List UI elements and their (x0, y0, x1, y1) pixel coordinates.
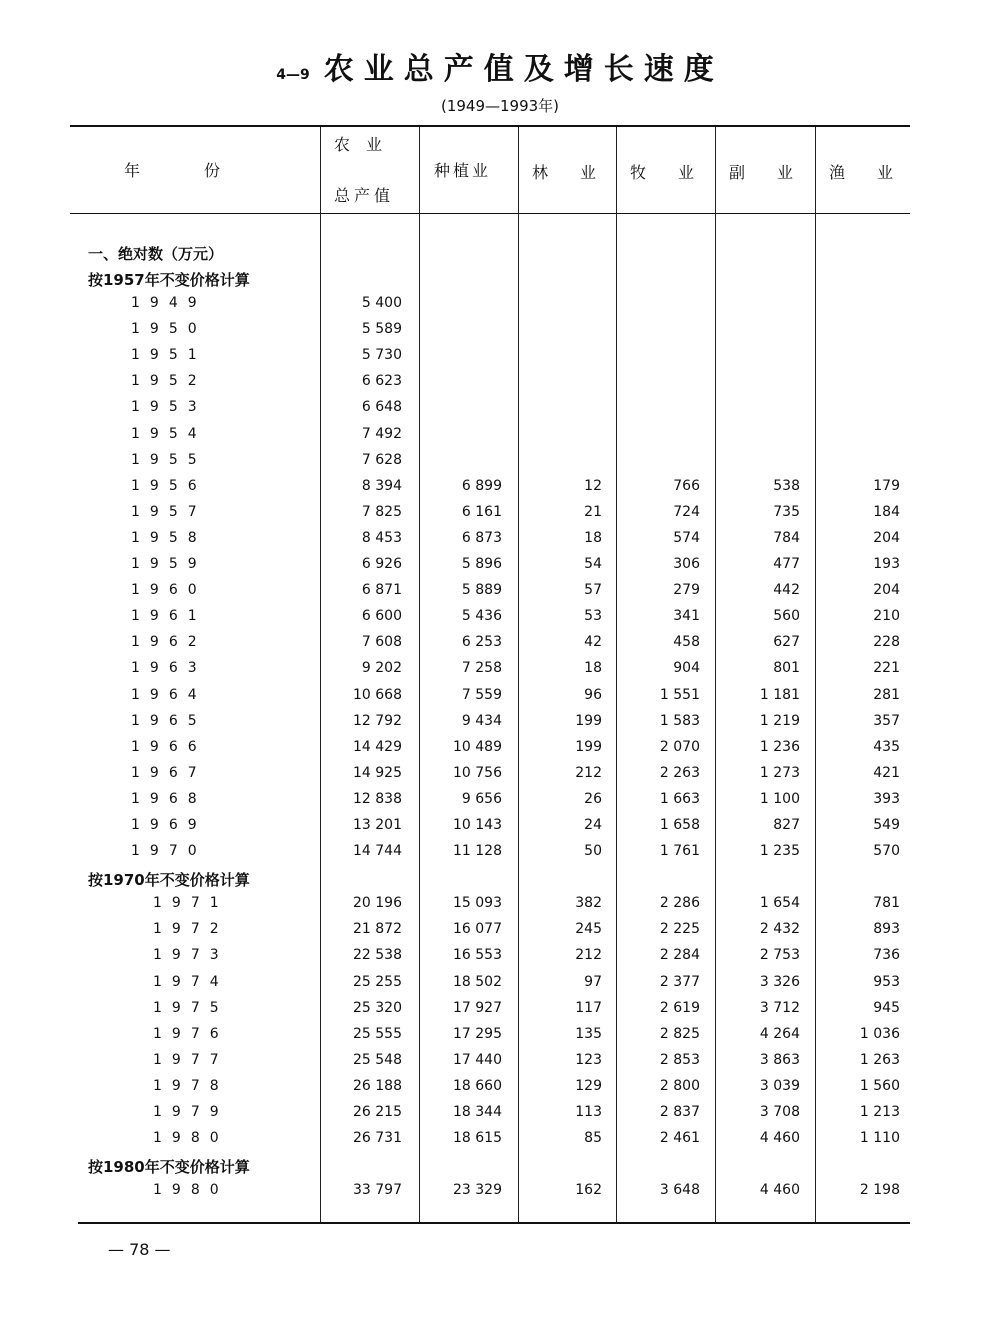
value-cell-fish: 945 (873, 999, 900, 1016)
value-cell-total: 6 926 (361, 556, 402, 572)
value-cell-animal: 306 (673, 556, 700, 572)
value-cell-crop: 18 344 (453, 1104, 502, 1120)
value-cell-total: 25 555 (353, 1025, 402, 1042)
table-row (0, 608, 1000, 634)
year-cell: 1964 (131, 686, 207, 703)
value-cell-forest: 54 (584, 556, 602, 572)
value-cell-forest: 199 (575, 738, 602, 755)
value-cell-sideline: 442 (773, 582, 800, 599)
value-cell-total: 7 608 (361, 634, 402, 651)
value-cell-fish: 1 213 (859, 1104, 900, 1120)
year-cell: 1975 (153, 999, 229, 1016)
year-cell: 1961 (131, 608, 207, 625)
year-cell: 1970 (131, 843, 207, 860)
value-cell-crop: 18 660 (453, 1077, 502, 1094)
table-row (0, 634, 1000, 660)
value-cell-total: 5 589 (361, 321, 402, 338)
section-absolute: 一、绝对数（万元） (88, 245, 224, 263)
value-cell-animal: 2 837 (659, 1104, 700, 1120)
value-cell-sideline: 2 432 (759, 921, 800, 938)
value-cell-total: 12 792 (353, 712, 402, 729)
value-cell-total: 14 744 (353, 843, 402, 860)
value-cell-animal: 2 377 (659, 973, 700, 990)
value-cell-fish: 781 (873, 895, 900, 912)
year-cell: 1974 (153, 973, 229, 990)
value-cell-sideline: 1 219 (759, 712, 800, 729)
value-cell-sideline: 1 273 (759, 764, 800, 781)
header-rule (70, 213, 910, 214)
value-cell-fish: 204 (873, 529, 900, 546)
value-cell-crop: 6 899 (461, 477, 502, 494)
value-cell-crop: 9 656 (461, 790, 502, 807)
value-cell-sideline: 4 460 (759, 1182, 800, 1199)
value-cell-total: 7 492 (361, 425, 402, 442)
year-cell: 1963 (131, 660, 207, 677)
table-row (0, 1026, 1000, 1052)
value-cell-animal: 1 663 (659, 790, 700, 807)
header-animal: 牧 业 (630, 163, 695, 182)
value-cell-total: 10 668 (353, 686, 402, 703)
value-cell-total: 25 255 (353, 973, 402, 990)
value-cell-sideline: 3 039 (759, 1077, 800, 1094)
value-cell-sideline: 1 100 (759, 790, 800, 807)
value-cell-total: 5 400 (361, 295, 402, 311)
value-cell-forest: 245 (575, 921, 602, 938)
value-cell-crop: 6 253 (461, 634, 502, 651)
header-forest: 林 业 (532, 163, 597, 182)
value-cell-forest: 18 (584, 660, 602, 677)
value-cell-animal: 3 648 (659, 1182, 700, 1199)
value-cell-forest: 117 (575, 999, 602, 1016)
bottom-rule (78, 1222, 910, 1224)
table-row (0, 739, 1000, 765)
value-cell-sideline: 801 (773, 660, 800, 677)
value-cell-animal: 341 (673, 608, 700, 625)
value-cell-fish: 1 560 (859, 1077, 900, 1094)
value-cell-total: 8 394 (361, 477, 402, 494)
value-cell-forest: 97 (584, 973, 602, 990)
value-cell-total: 9 202 (361, 660, 402, 677)
header-year: 年 份 (124, 161, 221, 180)
value-cell-sideline: 827 (773, 817, 800, 833)
value-cell-forest: 12 (584, 477, 602, 494)
value-cell-crop: 10 489 (453, 738, 502, 755)
value-cell-total: 26 731 (353, 1130, 402, 1147)
value-cell-fish: 736 (873, 947, 900, 964)
year-cell: 1965 (131, 712, 207, 729)
header-total-line2: 总产值 (334, 186, 395, 205)
table-row (0, 504, 1000, 530)
value-cell-animal: 724 (673, 503, 700, 520)
header-crop: 种植业 (434, 161, 492, 180)
value-cell-total: 25 548 (353, 1051, 402, 1068)
year-cell: 1951 (131, 347, 207, 364)
value-cell-total: 14 925 (353, 764, 402, 781)
header-total-line1: 农 业 (334, 135, 383, 154)
value-cell-fish: 570 (873, 843, 900, 860)
value-cell-total: 6 648 (361, 399, 402, 416)
value-cell-crop: 5 889 (461, 582, 502, 599)
year-cell: 1952 (131, 373, 207, 390)
year-cell: 1959 (131, 556, 207, 572)
value-cell-forest: 85 (584, 1130, 602, 1147)
table-row (0, 295, 1000, 321)
value-cell-animal: 2 461 (659, 1130, 700, 1147)
year-cell: 1969 (131, 817, 207, 833)
value-cell-sideline: 784 (773, 529, 800, 546)
year-cell: 1971 (153, 895, 229, 912)
year-cell: 1950 (131, 321, 207, 338)
value-cell-sideline: 3 326 (759, 973, 800, 990)
value-cell-forest: 21 (584, 503, 602, 520)
value-cell-forest: 212 (575, 947, 602, 964)
table-row (0, 426, 1000, 452)
year-cell: 1976 (153, 1025, 229, 1042)
value-cell-total: 25 320 (353, 999, 402, 1016)
value-cell-forest: 53 (584, 608, 602, 625)
value-cell-forest: 57 (584, 582, 602, 599)
table-row (0, 347, 1000, 373)
value-cell-total: 7 628 (361, 451, 402, 468)
year-cell: 1962 (131, 634, 207, 651)
table-row (0, 452, 1000, 478)
value-cell-crop: 6 161 (461, 503, 502, 520)
table-row (0, 478, 1000, 504)
value-cell-fish: 1 110 (859, 1130, 900, 1147)
value-cell-total: 26 188 (353, 1077, 402, 1094)
value-cell-sideline: 538 (773, 477, 800, 494)
group-label: 按1970年不变价格计算 (88, 871, 250, 890)
value-cell-fish: 1 263 (859, 1051, 900, 1068)
value-cell-animal: 1 551 (659, 686, 700, 703)
value-cell-total: 6 871 (361, 582, 402, 599)
value-cell-forest: 162 (575, 1182, 602, 1199)
value-cell-crop: 11 128 (453, 843, 502, 860)
value-cell-sideline: 3 863 (759, 1051, 800, 1068)
value-cell-animal: 766 (673, 477, 700, 494)
value-cell-crop: 10 143 (453, 817, 502, 833)
table-row (0, 321, 1000, 347)
value-cell-total: 22 538 (353, 947, 402, 964)
table-row (0, 1182, 1000, 1208)
value-cell-fish: 228 (873, 634, 900, 651)
value-cell-sideline: 4 460 (759, 1130, 800, 1147)
value-cell-animal: 2 286 (659, 895, 700, 912)
value-cell-animal: 279 (673, 582, 700, 599)
table-row (0, 1078, 1000, 1104)
value-cell-fish: 210 (873, 608, 900, 625)
year-cell: 1966 (131, 738, 207, 755)
value-cell-sideline: 477 (773, 556, 800, 572)
value-cell-crop: 6 873 (461, 529, 502, 546)
value-cell-forest: 113 (575, 1104, 602, 1120)
value-cell-forest: 96 (584, 686, 602, 703)
value-cell-animal: 1 658 (659, 817, 700, 833)
value-cell-forest: 135 (575, 1025, 602, 1042)
value-cell-animal: 1 761 (659, 843, 700, 860)
value-cell-total: 14 429 (353, 738, 402, 755)
year-cell: 1968 (131, 790, 207, 807)
value-cell-forest: 18 (584, 529, 602, 546)
year-cell: 1955 (131, 451, 207, 468)
year-cell: 1949 (131, 295, 207, 311)
value-cell-crop: 17 440 (453, 1051, 502, 1068)
value-cell-forest: 50 (584, 843, 602, 860)
value-cell-fish: 193 (873, 556, 900, 572)
year-cell: 1978 (153, 1077, 229, 1094)
table-row (0, 947, 1000, 973)
value-cell-fish: 393 (873, 790, 900, 807)
value-cell-forest: 123 (575, 1051, 602, 1068)
year-cell: 1967 (131, 764, 207, 781)
table-row (0, 1052, 1000, 1078)
value-cell-total: 20 196 (353, 895, 402, 912)
value-cell-total: 13 201 (353, 817, 402, 833)
top-rule (70, 125, 910, 127)
table-row (0, 1104, 1000, 1130)
value-cell-crop: 5 436 (461, 608, 502, 625)
value-cell-crop: 9 434 (461, 712, 502, 729)
value-cell-total: 33 797 (353, 1182, 402, 1199)
value-cell-fish: 179 (873, 477, 900, 494)
table-row (0, 660, 1000, 686)
year-cell: 1960 (131, 582, 207, 599)
table-row (0, 556, 1000, 582)
value-cell-fish: 549 (873, 817, 900, 833)
table-row (0, 895, 1000, 921)
table-number: 4—9 (276, 67, 310, 83)
table-title: 农业总产值及增长速度 (323, 52, 724, 87)
table-row (0, 1130, 1000, 1156)
year-cell: 1977 (153, 1051, 229, 1068)
page-title (0, 44, 1000, 88)
year-cell: 1980 (153, 1130, 229, 1147)
year-cell: 1953 (131, 399, 207, 416)
value-cell-crop: 16 553 (453, 947, 502, 964)
value-cell-forest: 199 (575, 712, 602, 729)
value-cell-total: 7 825 (361, 503, 402, 520)
value-cell-sideline: 627 (773, 634, 800, 651)
year-cell: 1972 (153, 921, 229, 938)
value-cell-sideline: 735 (773, 503, 800, 520)
value-cell-animal: 574 (673, 529, 700, 546)
value-cell-fish: 435 (873, 738, 900, 755)
value-cell-total: 8 453 (361, 529, 402, 546)
value-cell-total: 6 600 (361, 608, 402, 625)
value-cell-fish: 184 (873, 503, 900, 520)
group-label: 按1957年不变价格计算 (88, 271, 250, 289)
value-cell-animal: 2 853 (659, 1051, 700, 1068)
value-cell-sideline: 2 753 (759, 947, 800, 964)
table-row (0, 530, 1000, 556)
value-cell-total: 12 838 (353, 790, 402, 807)
value-cell-animal: 1 583 (659, 712, 700, 729)
value-cell-fish: 953 (873, 973, 900, 990)
value-cell-total: 6 623 (361, 373, 402, 390)
value-cell-sideline: 1 236 (759, 738, 800, 755)
value-cell-forest: 26 (584, 790, 602, 807)
value-cell-animal: 2 800 (659, 1077, 700, 1094)
table-row (0, 974, 1000, 1000)
value-cell-animal: 2 070 (659, 738, 700, 755)
table-row (0, 399, 1000, 425)
value-cell-sideline: 4 264 (759, 1025, 800, 1042)
value-cell-crop: 18 502 (453, 973, 502, 990)
value-cell-forest: 42 (584, 634, 602, 651)
value-cell-crop: 10 756 (453, 764, 502, 781)
header-sideline: 副 业 (729, 163, 794, 182)
value-cell-fish: 2 198 (859, 1182, 900, 1199)
value-cell-fish: 893 (873, 921, 900, 938)
table-row (0, 921, 1000, 947)
year-cell: 1957 (131, 503, 207, 520)
value-cell-animal: 2 263 (659, 764, 700, 781)
header-fishery: 渔 业 (829, 163, 894, 182)
page-number: — 78 — (108, 1240, 171, 1259)
value-cell-forest: 382 (575, 895, 602, 912)
year-cell: 1954 (131, 425, 207, 442)
value-cell-crop: 7 559 (461, 686, 502, 703)
value-cell-sideline: 1 181 (759, 686, 800, 703)
value-cell-animal: 2 619 (659, 999, 700, 1016)
value-cell-crop: 17 927 (453, 999, 502, 1016)
page-subtitle: (1949—1993年) (440, 97, 560, 115)
value-cell-crop: 17 295 (453, 1025, 502, 1042)
table-row (0, 1000, 1000, 1026)
value-cell-sideline: 1 654 (759, 895, 800, 912)
value-cell-forest: 24 (584, 817, 602, 833)
year-cell: 1956 (131, 477, 207, 494)
table-row (0, 817, 1000, 843)
value-cell-total: 5 730 (361, 347, 402, 364)
table-row (0, 687, 1000, 713)
table-row (0, 791, 1000, 817)
value-cell-animal: 2 284 (659, 947, 700, 964)
value-cell-total: 26 215 (353, 1104, 402, 1120)
year-cell: 1973 (153, 947, 229, 964)
value-cell-crop: 23 329 (453, 1182, 502, 1199)
value-cell-sideline: 560 (773, 608, 800, 625)
table-row (0, 582, 1000, 608)
value-cell-forest: 129 (575, 1077, 602, 1094)
value-cell-forest: 212 (575, 764, 602, 781)
value-cell-total: 21 872 (353, 921, 402, 938)
value-cell-animal: 2 825 (659, 1025, 700, 1042)
value-cell-animal: 458 (673, 634, 700, 651)
value-cell-crop: 18 615 (453, 1130, 502, 1147)
group-label: 按1980年不变价格计算 (88, 1158, 250, 1177)
year-cell: 1980 (153, 1182, 229, 1199)
value-cell-fish: 421 (873, 764, 900, 781)
value-cell-sideline: 3 712 (759, 999, 800, 1016)
value-cell-sideline: 1 235 (759, 843, 800, 860)
value-cell-crop: 5 896 (461, 556, 502, 572)
value-cell-fish: 357 (873, 712, 900, 729)
table-row (0, 373, 1000, 399)
value-cell-fish: 1 036 (859, 1025, 900, 1042)
value-cell-animal: 2 225 (659, 921, 700, 938)
year-cell: 1979 (153, 1104, 229, 1120)
value-cell-sideline: 3 708 (759, 1104, 800, 1120)
table-row (0, 765, 1000, 791)
table-row (0, 843, 1000, 869)
year-cell: 1958 (131, 529, 207, 546)
value-cell-crop: 16 077 (453, 921, 502, 938)
value-cell-fish: 204 (873, 582, 900, 599)
value-cell-fish: 221 (873, 660, 900, 677)
value-cell-fish: 281 (873, 686, 900, 703)
value-cell-animal: 904 (673, 660, 700, 677)
value-cell-crop: 7 258 (461, 660, 502, 677)
value-cell-crop: 15 093 (453, 895, 502, 912)
table-row (0, 713, 1000, 739)
